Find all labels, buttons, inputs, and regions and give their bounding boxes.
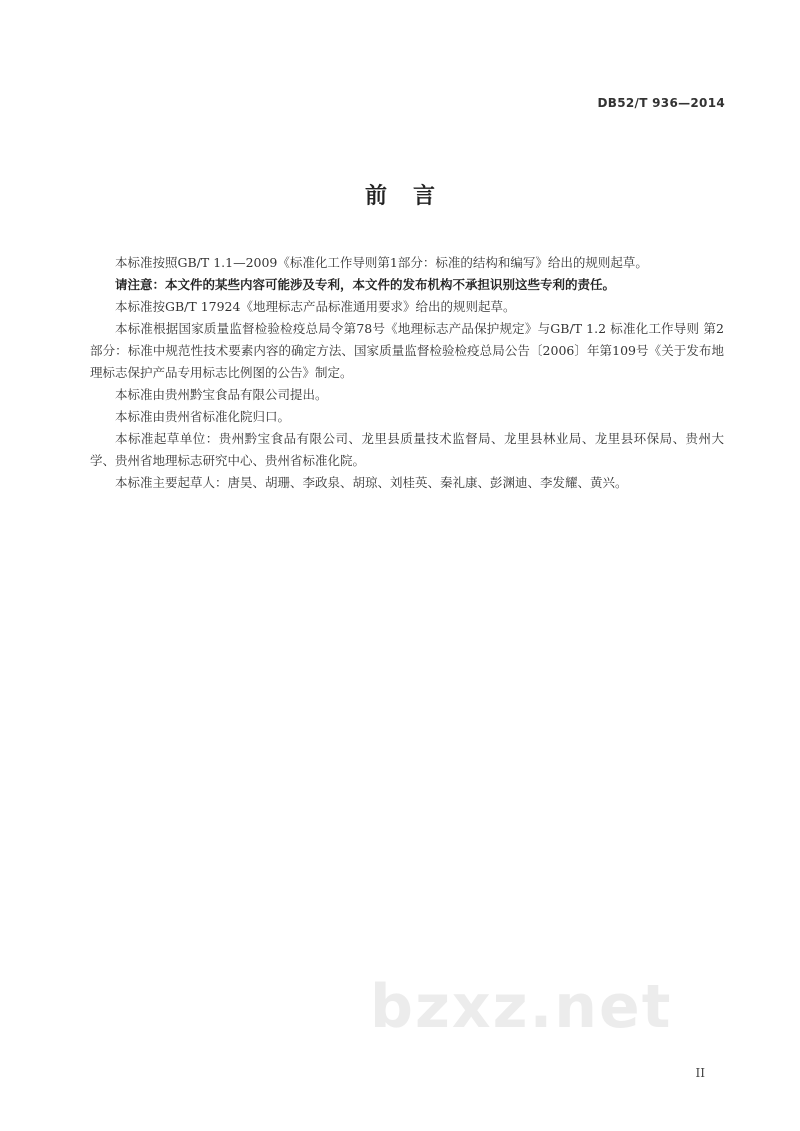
- paragraph-drafters: 本标准主要起草人：唐昊、胡珊、李政泉、胡琼、刘桂英、秦礼康、彭渊迪、李发耀、黄兴。: [115, 475, 628, 490]
- watermark: bzxz.net: [370, 972, 673, 1042]
- paragraph-proposer: 本标准由贵州黔宝食品有限公司提出。: [115, 387, 328, 402]
- paragraph-geographic-rules: 本标准按GB/T 17924《地理标志产品标准通用要求》给出的规则起草。: [115, 299, 516, 314]
- foreword-body: [90, 252, 724, 494]
- paragraph-drafting-units: 本标准起草单位：贵州黔宝食品有限公司、龙里县质量技术监督局、龙里县林业局、龙里县环保局、贵州大学、贵州省地理标志研究中心、贵州省标准化院。: [90, 431, 724, 468]
- page-title: 前言: [364, 184, 461, 209]
- paragraph-patent-notice: 请注意：本文件的某些内容可能涉及专利，本文件的发布机构不承担识别这些专利的责任。: [115, 277, 616, 292]
- paragraph-basis: 本标准根据国家质量监督检验检疫总局令第78号《地理标志产品保护规定》与GB/T 1.2 标准化工作导则 第2部分：标准中规范性技术要素内容的确定方法、国家质量监督检验检疫总局公告〔2006〕年第109号《关于发布地理标志保护产品专用标志比例图的公告》制定。: [90, 321, 724, 380]
- paragraph-drafting-rules: 本标准按照GB/T 1.1—2009《标准化工作导则第1部分：标准的结构和编写》给出的规则起草。: [115, 255, 648, 270]
- document-code: DB52/T 936—2014: [597, 96, 725, 110]
- paragraph-centralized-by: 本标准由贵州省标准化院归口。: [115, 409, 291, 424]
- page-number: II: [695, 1066, 705, 1080]
